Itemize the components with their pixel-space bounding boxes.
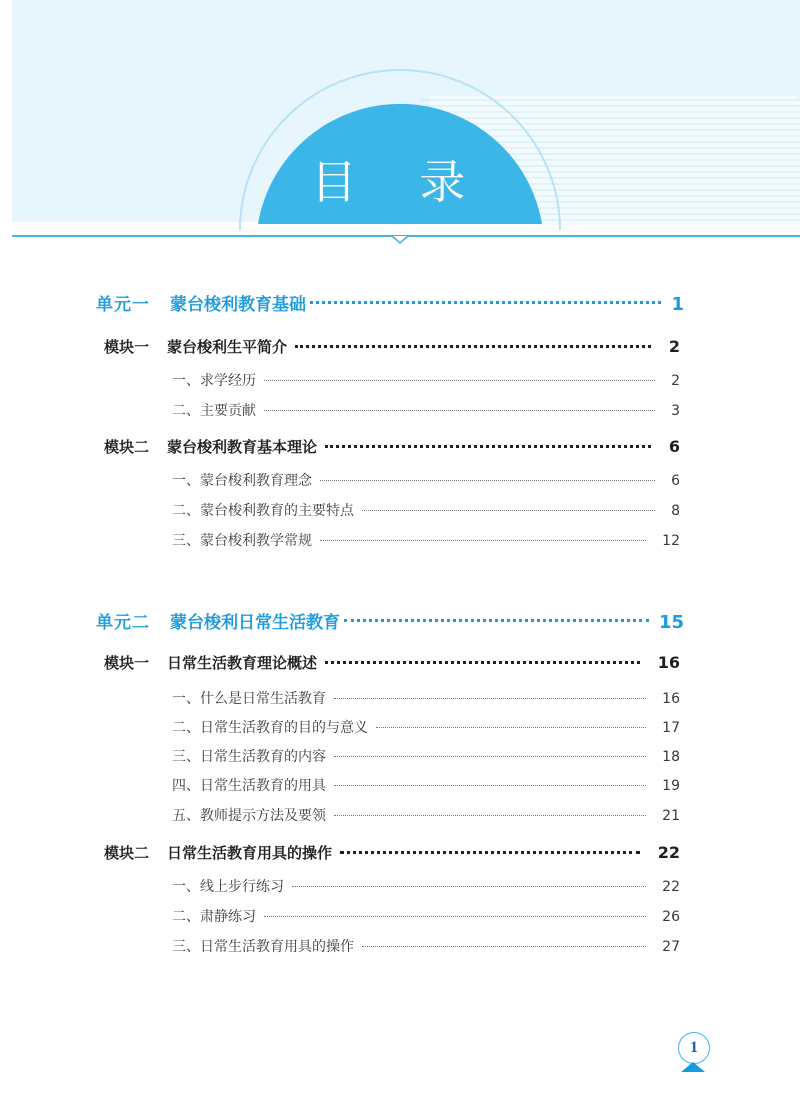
page-ref: 6 <box>671 473 680 489</box>
module-label: 模块二 <box>104 844 150 862</box>
toc-module-row[interactable] <box>104 436 680 457</box>
dot-leader <box>362 510 655 511</box>
toc-section-row[interactable] <box>172 470 680 490</box>
toc-section-row[interactable] <box>172 717 680 737</box>
page-ref: 2 <box>671 373 680 389</box>
page-ref: 12 <box>662 533 680 549</box>
dot-leader <box>376 727 646 728</box>
page-ref: 3 <box>671 403 680 419</box>
page-ref: 21 <box>662 808 680 824</box>
toc-section-row[interactable] <box>172 805 680 825</box>
page-ref: 15 <box>658 612 684 633</box>
page-ref: 16 <box>657 653 680 672</box>
toc-section-row[interactable] <box>172 500 680 520</box>
toc-section-row[interactable] <box>172 876 680 896</box>
section-title: 一、蒙台梭利教育理念 <box>172 473 312 489</box>
dot-leader <box>320 540 646 541</box>
section-title: 二、蒙台梭利教育的主要特点 <box>172 503 354 519</box>
dot-leader <box>325 661 640 664</box>
toc-section-row[interactable] <box>172 688 680 708</box>
dot-leader <box>264 916 646 917</box>
module-title: 日常生活教育用具的操作 <box>167 844 333 862</box>
page-ref: 16 <box>662 691 680 707</box>
dot-leader <box>340 851 640 854</box>
page-ref: 17 <box>662 720 680 736</box>
unit-title: 蒙台梭利教育基础 <box>170 295 306 315</box>
module-label: 模块一 <box>104 338 150 356</box>
toc-module-row[interactable] <box>104 652 680 673</box>
toc-section-row[interactable] <box>172 370 680 390</box>
section-title: 三、日常生活教育用具的操作 <box>172 939 354 955</box>
toc-section-row[interactable] <box>172 400 680 420</box>
dot-leader <box>295 345 651 348</box>
section-title: 四、日常生活教育的用具 <box>172 778 326 794</box>
section-title: 二、日常生活教育的目的与意义 <box>172 720 368 736</box>
toc-module-row[interactable] <box>104 842 680 863</box>
unit-title: 蒙台梭利日常生活教育 <box>170 613 340 633</box>
toc-unit-row[interactable] <box>96 608 684 633</box>
dot-leader <box>362 946 646 947</box>
toc-module-row[interactable] <box>104 336 680 357</box>
module-title: 蒙台梭利生平简介 <box>167 338 288 356</box>
dot-leader <box>264 410 655 411</box>
section-title: 三、日常生活教育的内容 <box>172 749 326 765</box>
dot-leader <box>334 756 646 757</box>
section-title: 五、教师提示方法及要领 <box>172 808 326 824</box>
page-number-badge <box>678 1032 710 1064</box>
toc-section-row[interactable] <box>172 936 680 956</box>
section-title: 一、什么是日常生活教育 <box>172 691 326 707</box>
dot-leader <box>292 886 646 887</box>
page-number: 1 <box>690 1039 698 1056</box>
dot-leader <box>344 619 649 622</box>
dot-leader <box>334 815 646 816</box>
page-ref: 22 <box>657 843 680 862</box>
page-title: 目 录 <box>310 155 490 209</box>
dot-leader <box>334 698 646 699</box>
dot-leader <box>264 380 655 381</box>
page-number-triangle-icon <box>681 1062 705 1072</box>
page-ref: 1 <box>671 294 684 315</box>
unit-label: 单元一 <box>96 295 150 315</box>
module-label: 模块二 <box>104 438 150 456</box>
page-ref: 27 <box>662 939 680 955</box>
toc-section-row[interactable] <box>172 746 680 766</box>
module-label: 模块一 <box>104 654 150 672</box>
dot-leader <box>325 445 651 448</box>
section-title: 一、求学经历 <box>172 373 256 389</box>
toc-section-row[interactable] <box>172 775 680 795</box>
page-ref: 26 <box>662 909 680 925</box>
page-ref: 18 <box>662 749 680 765</box>
toc-section-row[interactable] <box>172 530 680 550</box>
dot-leader <box>320 480 655 481</box>
dot-leader <box>310 301 661 304</box>
module-title: 蒙台梭利教育基本理论 <box>167 438 318 456</box>
page-ref: 6 <box>668 437 680 456</box>
page-ref: 8 <box>671 503 680 519</box>
section-title: 一、线上步行练习 <box>172 879 284 895</box>
toc-section-row[interactable] <box>172 906 680 926</box>
unit-label: 单元二 <box>96 613 150 633</box>
dot-leader <box>334 785 646 786</box>
page-ref: 22 <box>662 879 680 895</box>
section-title: 二、肃静练习 <box>172 909 256 925</box>
toc-unit-row[interactable] <box>96 290 684 315</box>
section-title: 三、蒙台梭利教学常规 <box>172 533 312 549</box>
page-ref: 19 <box>662 778 680 794</box>
page-ref: 2 <box>668 337 680 356</box>
module-title: 日常生活教育理论概述 <box>167 654 318 672</box>
section-title: 二、主要贡献 <box>172 403 256 419</box>
